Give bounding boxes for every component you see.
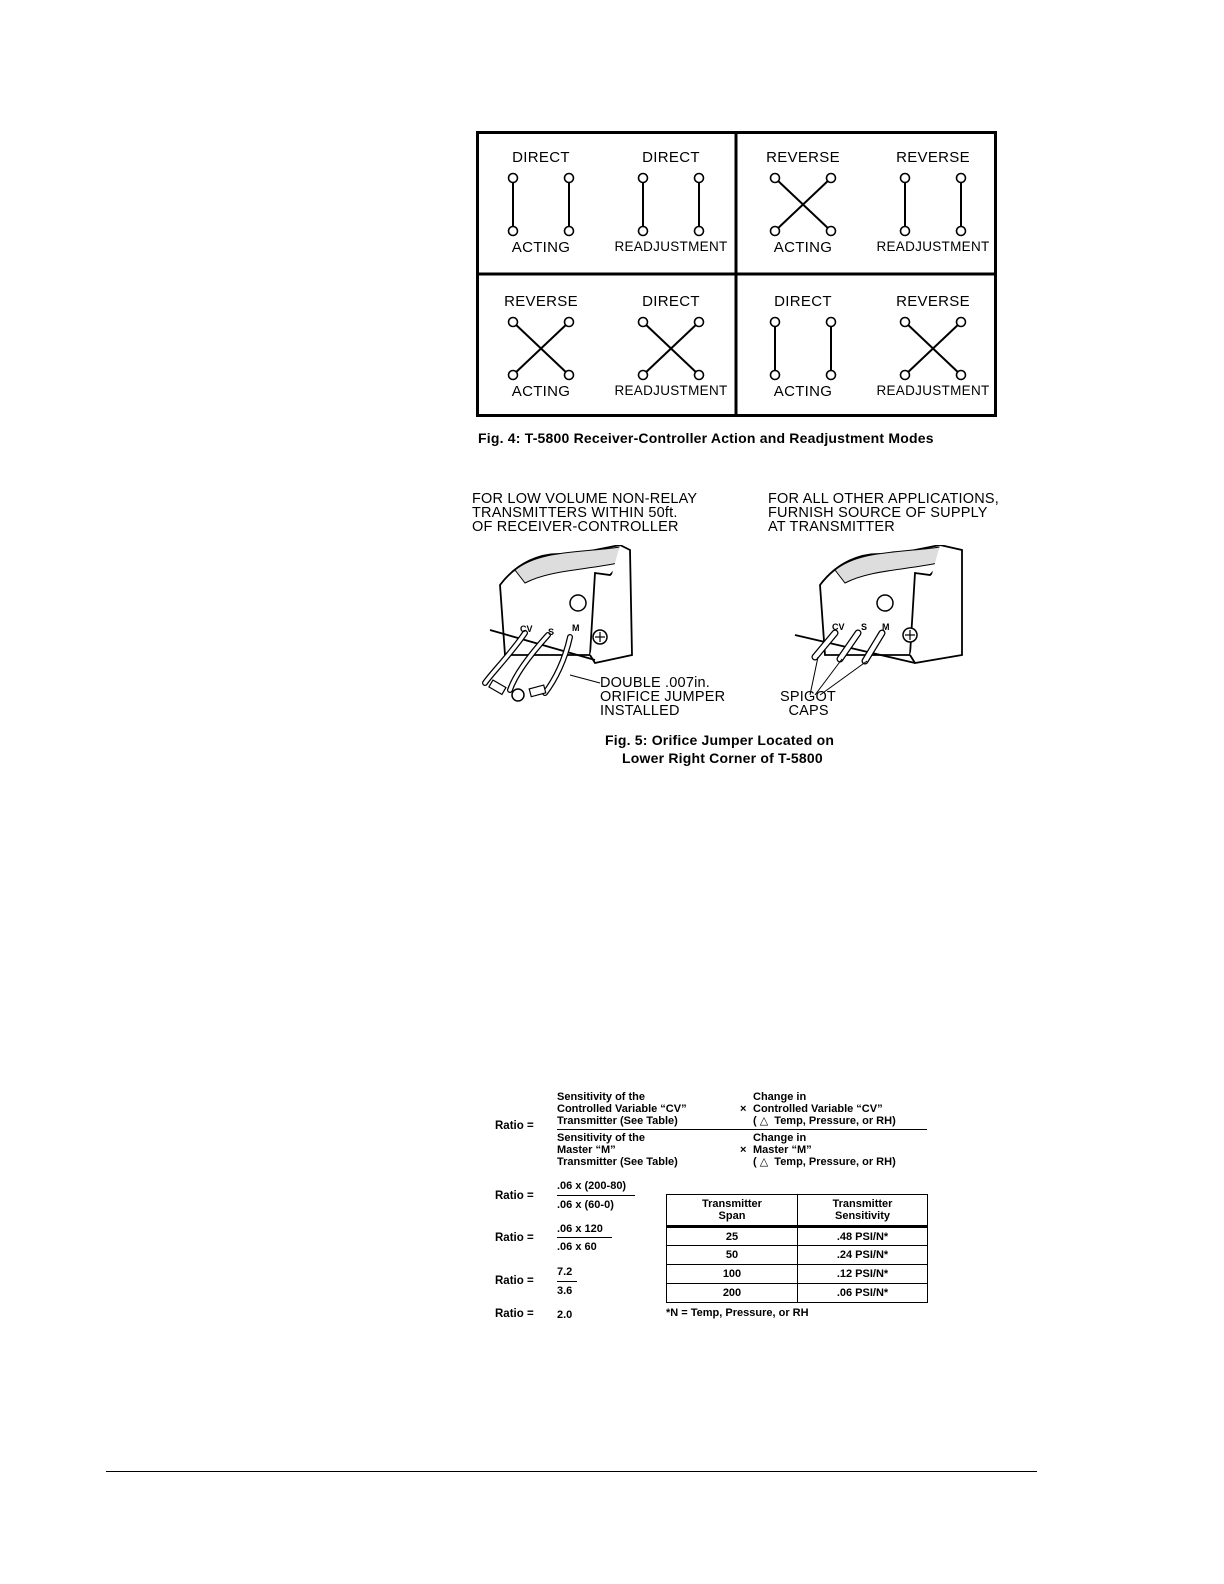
fig5-left-port-m: M — [572, 623, 580, 633]
terminal-point — [957, 174, 966, 183]
terminal-point — [957, 318, 966, 327]
terminal-point — [957, 371, 966, 380]
mode-direct-readjustment-wiring — [639, 174, 704, 236]
table-row — [667, 1227, 928, 1246]
terminal-point — [827, 318, 836, 327]
ratio-den-right: Change in Master “M” ( △ Temp, Pressure, or RH) — [753, 1132, 896, 1168]
table-row — [667, 1246, 928, 1265]
ratio-result: 2.0 — [557, 1309, 573, 1321]
mode-top-label: REVERSE — [766, 149, 840, 166]
mode-top-label: REVERSE — [504, 293, 578, 310]
table-cell-span: 200 — [667, 1284, 798, 1303]
mode-top-label: DIRECT — [774, 293, 832, 310]
terminal-point — [771, 227, 780, 236]
table-cell-sensitivity: .06 PSI/N* — [798, 1284, 928, 1303]
fig5-left-port-s: S — [548, 627, 555, 637]
terminal-point — [827, 371, 836, 380]
fig5-right-port-cv: CV — [832, 622, 845, 632]
terminal-point — [771, 371, 780, 380]
ratio-step2-den: .06 x 60 — [557, 1241, 597, 1253]
ratio-label-step3: Ratio = — [495, 1275, 534, 1287]
terminal-point — [771, 318, 780, 327]
fig4-grid — [476, 131, 997, 417]
terminal-point — [695, 371, 704, 380]
ratio-step3-num: 7.2 — [557, 1266, 573, 1278]
table-header-span: Transmitter Span — [667, 1195, 798, 1227]
fig5-right-device — [790, 545, 965, 700]
terminal-point — [509, 371, 518, 380]
fig4-caption: Fig. 4: T-5800 Receiver-Controller Action and Readjustment Modes — [478, 430, 934, 446]
sensitivity-table — [666, 1194, 928, 1303]
mode-bottom-label: READJUSTMENT — [876, 383, 990, 398]
terminal-point — [639, 371, 648, 380]
table-row — [667, 1265, 928, 1284]
ratio-step2-line — [557, 1237, 612, 1238]
fig5-right-port-m: M — [882, 622, 890, 632]
ratio-num-right: Change in Controlled Variable “CV” ( △ Temp, Pressure, or RH) — [753, 1091, 896, 1127]
terminal-point — [901, 371, 910, 380]
mode-reverse-readjustment-wiring — [901, 174, 966, 236]
terminal-point — [565, 371, 574, 380]
terminal-point — [827, 227, 836, 236]
mode-direct-readjustment-wiring — [639, 318, 704, 380]
table-cell-sensitivity: .24 PSI/N* — [798, 1246, 928, 1265]
mode-top-label: DIRECT — [512, 149, 570, 166]
mode-top-label: DIRECT — [642, 293, 700, 310]
mode-direct-acting-wiring — [509, 174, 574, 236]
table-header-sensitivity: Transmitter Sensitivity — [798, 1195, 928, 1227]
terminal-point — [565, 227, 574, 236]
table-cell-span: 25 — [667, 1227, 798, 1246]
footer-rule — [106, 1471, 1037, 1472]
mode-top-label: REVERSE — [896, 293, 970, 310]
ratio-den-left: Sensitivity of the Master “M” Transmitter (See Table) — [557, 1132, 678, 1168]
mode-reverse-acting-wiring — [771, 174, 836, 236]
terminal-point — [509, 174, 518, 183]
mode-bottom-label: READJUSTMENT — [614, 239, 728, 254]
fig5-spigot-label: SPIGOT CAPS — [780, 689, 836, 719]
mode-bottom-label: ACTING — [773, 239, 833, 256]
mode-direct-acting-wiring — [771, 318, 836, 380]
ratio-label-main: Ratio = — [495, 1120, 534, 1132]
table-footnote: *N = Temp, Pressure, or RH — [666, 1307, 809, 1319]
ratio-label-step2: Ratio = — [495, 1232, 534, 1244]
terminal-point — [565, 174, 574, 183]
ratio-times-1: × — [740, 1103, 747, 1115]
terminal-point — [901, 174, 910, 183]
ratio-label-result: Ratio = — [495, 1308, 534, 1320]
terminal-point — [695, 174, 704, 183]
table-cell-span: 50 — [667, 1246, 798, 1265]
mode-bottom-label: READJUSTMENT — [876, 239, 990, 254]
mode-bottom-label: ACTING — [511, 239, 571, 256]
terminal-point — [639, 227, 648, 236]
terminal-point — [509, 318, 518, 327]
terminal-point — [639, 318, 648, 327]
fig5-right-note: FOR ALL OTHER APPLICATIONS, FURNISH SOURCE OF SUPPLY AT TRANSMITTER — [768, 491, 1000, 535]
ratio-label-step1: Ratio = — [495, 1190, 534, 1202]
mode-top-label: DIRECT — [642, 149, 700, 166]
table-cell-span: 100 — [667, 1265, 798, 1284]
table-row — [667, 1284, 928, 1303]
terminal-point — [901, 227, 910, 236]
terminal-point — [957, 227, 966, 236]
mode-bottom-label: ACTING — [773, 383, 833, 400]
mode-top-label: REVERSE — [896, 149, 970, 166]
terminal-point — [901, 318, 910, 327]
fig4-diagram — [476, 131, 997, 417]
terminal-point — [565, 318, 574, 327]
ratio-num-left: Sensitivity of the Controlled Variable “CV” Transmitter (See Table) — [557, 1091, 687, 1127]
fig5-caption-line1: Fig. 5: Orifice Jumper Located on — [605, 732, 835, 748]
mode-reverse-readjustment-wiring — [901, 318, 966, 380]
ratio-step1-den: .06 x (60-0) — [557, 1199, 614, 1211]
ratio-times-2: × — [740, 1144, 747, 1156]
terminal-point — [827, 174, 836, 183]
fig5-caption-line2: Lower Right Corner of T-5800 — [622, 750, 823, 766]
terminal-point — [695, 318, 704, 327]
mode-bottom-label: READJUSTMENT — [614, 383, 728, 398]
mode-bottom-label: ACTING — [511, 383, 571, 400]
table-header-row — [667, 1195, 928, 1227]
terminal-point — [695, 227, 704, 236]
fig5-left-note: FOR LOW VOLUME NON-RELAY TRANSMITTERS WITHIN 50ft. OF RECEIVER-CONTROLLER — [472, 491, 698, 535]
table-cell-sensitivity: .12 PSI/N* — [798, 1265, 928, 1284]
ratio-fraction-line — [557, 1129, 927, 1130]
ratio-step2-num: .06 x 120 — [557, 1223, 603, 1235]
ratio-step1-line — [557, 1195, 635, 1196]
terminal-point — [771, 174, 780, 183]
mode-reverse-acting-wiring — [509, 318, 574, 380]
fig5-left-port-cv: CV — [520, 624, 533, 634]
ratio-step3-den: 3.6 — [557, 1285, 573, 1297]
fig5-right-port-s: S — [861, 622, 868, 632]
table-cell-sensitivity: .48 PSI/N* — [798, 1227, 928, 1246]
terminal-point — [509, 227, 518, 236]
terminal-point — [639, 174, 648, 183]
fig5-jumper-label: DOUBLE .007in. ORIFICE JUMPER INSTALLED — [600, 675, 726, 719]
ratio-step3-line — [557, 1281, 577, 1282]
ratio-step1-num: .06 x (200-80) — [557, 1180, 627, 1192]
